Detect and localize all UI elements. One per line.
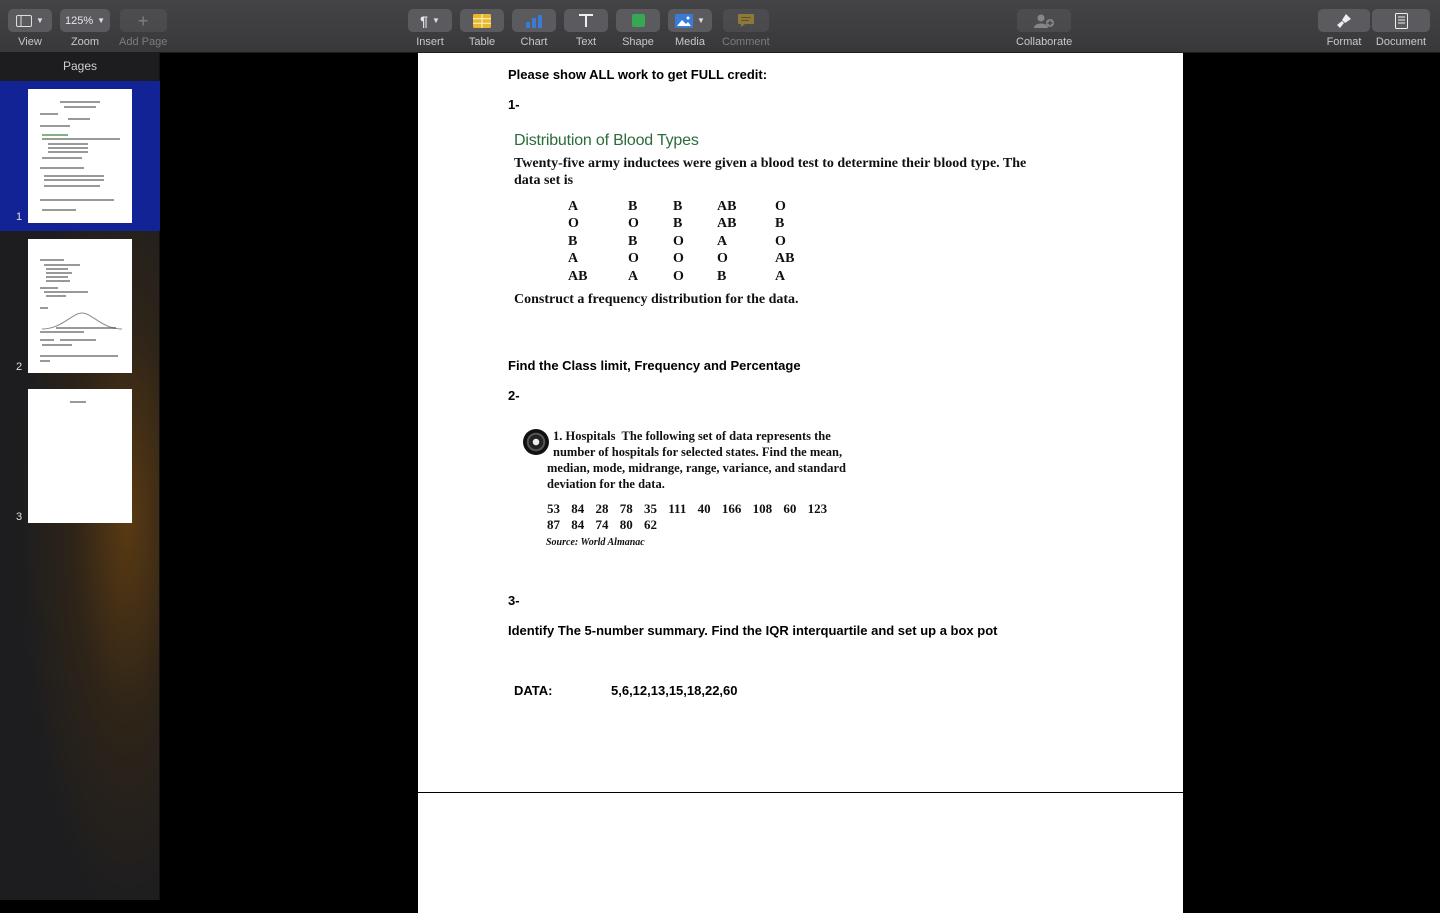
q2-label: 1. Hospitals — [553, 429, 616, 443]
q3-data-label: DATA: — [514, 683, 553, 698]
table-cell: O — [673, 251, 684, 267]
zoom-label: Zoom — [70, 36, 100, 48]
document-canvas[interactable] — [161, 53, 1440, 900]
table-cell: B — [775, 216, 785, 232]
table-cell: O — [775, 198, 786, 214]
collaborate-control[interactable] — [1016, 9, 1072, 48]
media-control[interactable] — [668, 9, 712, 48]
toolbar — [0, 0, 1440, 53]
document-label: Document — [1375, 36, 1427, 48]
table-cell: A — [568, 251, 579, 267]
table-cell: A — [628, 268, 639, 284]
plus-icon: + — [137, 10, 149, 31]
page-number: 3 — [16, 511, 23, 523]
table-cell: A — [775, 268, 786, 284]
cd-icon — [523, 429, 549, 455]
page-thumbnail-3[interactable] — [0, 381, 160, 531]
table-button[interactable] — [460, 9, 504, 32]
q1-title: Distribution of Blood Types — [514, 132, 699, 149]
page-number: 2 — [16, 361, 23, 373]
paragraph-icon: ¶ — [420, 12, 428, 29]
q2-source: Source: World Almanac — [546, 537, 645, 546]
table-cell: O — [628, 216, 639, 232]
q2-data-row: 87 84 74 80 62 — [547, 517, 657, 532]
table-cell: O — [673, 233, 684, 249]
q2-line — [553, 429, 831, 444]
table-row — [568, 268, 827, 286]
document-icon — [1395, 13, 1408, 29]
table-cell: B — [628, 198, 638, 214]
table-cell: AB — [775, 251, 795, 267]
instruction-text: Please show ALL work to get FULL credit: — [508, 67, 768, 82]
table-cell: B — [717, 268, 727, 284]
table-icon — [473, 14, 491, 28]
question-number: 1- — [508, 97, 520, 112]
comment-control[interactable] — [722, 9, 770, 48]
table-label: Table — [468, 36, 496, 48]
sidebar-title: Pages — [62, 59, 98, 73]
table-row — [568, 233, 827, 251]
text-control[interactable] — [564, 9, 608, 48]
media-label: Media — [675, 36, 705, 48]
shape-control[interactable] — [616, 9, 660, 48]
media-button[interactable] — [668, 9, 712, 32]
table-cell: B — [568, 233, 578, 249]
document-page[interactable] — [418, 53, 1183, 792]
image-icon — [675, 14, 693, 28]
bar-chart-icon — [525, 14, 543, 28]
insert-control[interactable] — [408, 9, 452, 48]
table-cell: A — [568, 198, 579, 214]
paintbrush-icon — [1336, 13, 1352, 29]
comment-button[interactable] — [723, 9, 769, 32]
chart-control[interactable] — [512, 9, 556, 48]
collaborate-button[interactable] — [1017, 9, 1071, 32]
table-row — [568, 216, 827, 234]
document-button[interactable] — [1372, 9, 1430, 32]
question-number: 3- — [508, 593, 520, 608]
format-label: Format — [1326, 36, 1362, 48]
chevron-down-icon: ▼ — [97, 16, 106, 25]
table-row — [568, 251, 827, 269]
page-preview — [28, 89, 132, 223]
table-cell: B — [673, 198, 683, 214]
table-row — [568, 198, 827, 216]
table-cell: O — [568, 216, 579, 232]
chevron-down-icon: ▼ — [36, 16, 44, 25]
table-cell: O — [775, 233, 786, 249]
table-cell: AB — [568, 268, 588, 284]
chevron-down-icon: ▼ — [697, 16, 705, 25]
table-control[interactable] — [460, 9, 504, 48]
collaborate-label: Collaborate — [1016, 36, 1073, 48]
chart-button[interactable] — [512, 9, 556, 32]
q2-data-row: 53 84 28 78 35 111 40 166 108 60 123 — [547, 501, 828, 516]
add-page-control[interactable] — [119, 9, 167, 48]
page-preview — [28, 389, 132, 523]
table-cell: O — [673, 268, 684, 284]
q2-source-clip — [546, 537, 666, 546]
table-cell: AB — [717, 198, 737, 214]
insert-label: Insert — [416, 36, 444, 48]
question-number: 2- — [508, 388, 520, 403]
table-cell: A — [717, 233, 728, 249]
format-control[interactable] — [1318, 9, 1370, 48]
text-button[interactable] — [564, 9, 608, 32]
view-label: View — [18, 36, 42, 48]
q1-followup-text: Find the Class limit, Frequency and Percentage — [508, 358, 801, 373]
blood-type-table — [568, 198, 827, 286]
text-label: Text — [575, 36, 597, 48]
q2-line2: number of hospitals for selected states. Find the mean, — [553, 445, 843, 459]
table-cell: O — [628, 251, 639, 267]
shape-icon — [632, 14, 645, 27]
pages-sidebar — [0, 53, 160, 900]
add-person-icon — [1033, 14, 1055, 28]
sidebar-icon — [16, 15, 32, 27]
q1-construct-text: Construct a frequency distribution for the data. — [514, 292, 799, 307]
q2-line1: The following set of data represents the — [621, 429, 831, 443]
insert-button[interactable] — [408, 9, 452, 32]
page-preview — [28, 239, 132, 373]
q1-text-line: Twenty-five army inductees were given a blood test to determine their blood type. The — [514, 156, 1027, 171]
shape-label: Shape — [622, 36, 654, 48]
zoom-select[interactable] — [60, 9, 110, 32]
table-cell: B — [628, 233, 638, 249]
format-button[interactable] — [1318, 9, 1370, 32]
chart-label: Chart — [520, 36, 548, 48]
document-control[interactable] — [1372, 9, 1430, 48]
q3-prompt: Identify The 5-number summary. Find the IQR interquartile and set up a box pot — [508, 623, 998, 638]
q3-data-values: 5,6,12,13,15,18,22,60 — [611, 683, 738, 698]
page-thumbnail-2[interactable] — [0, 231, 160, 381]
page-thumbnail-1[interactable] — [0, 81, 160, 231]
table-cell: B — [673, 216, 683, 232]
zoom-value: 125% — [64, 14, 94, 27]
comment-label: Comment — [722, 36, 770, 48]
q2-line3: median, mode, midrange, range, variance, and standard — [547, 461, 846, 475]
table-cell: O — [717, 251, 728, 267]
next-page[interactable] — [418, 793, 1183, 913]
q1-text-line: data set is — [514, 173, 574, 188]
comment-icon — [738, 14, 754, 27]
page-number: 1 — [16, 211, 23, 223]
add-page-button[interactable] — [120, 9, 167, 32]
shape-button[interactable] — [616, 9, 660, 32]
q2-line4: deviation for the data. — [547, 477, 665, 491]
view-control[interactable] — [8, 9, 52, 48]
text-box-icon — [578, 14, 594, 28]
chevron-down-icon: ▼ — [431, 16, 440, 25]
view-button[interactable] — [8, 9, 52, 32]
table-cell: AB — [717, 216, 737, 232]
add-page-label: Add Page — [119, 36, 168, 48]
zoom-control[interactable] — [60, 9, 110, 48]
